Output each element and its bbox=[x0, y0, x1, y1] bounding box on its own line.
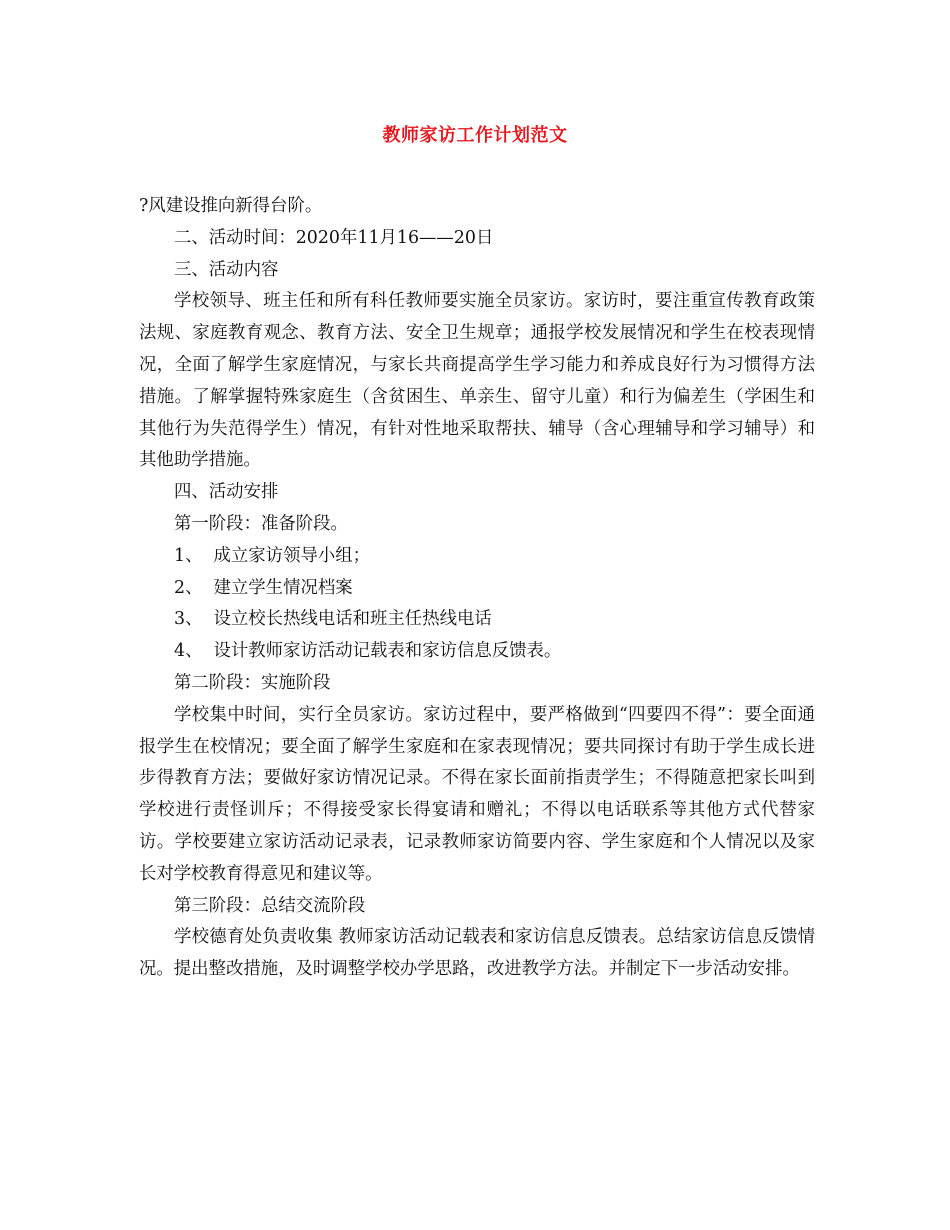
document-title: 教师家访工作计划范文 bbox=[382, 125, 568, 146]
phase-one-heading: 第一阶段：准备阶段。 bbox=[174, 513, 348, 534]
paragraph-continuation: ?风建设推向新得台阶。 bbox=[139, 196, 323, 216]
paragraph-summary: 学校德育处负责收集 教师家访活动记载表和家访信息反馈表。总结家访信息反馈情况。提出整改措施，及时调整学校办学思路，改进教学方法。并制定下一步活动安排。 bbox=[139, 927, 815, 980]
list-item: 3、 设立校长热线电话和班主任热线电话 bbox=[174, 609, 492, 630]
section-heading-content: 三、活动内容 bbox=[174, 259, 279, 280]
phase-three-heading: 第三阶段：总结交流阶段 bbox=[174, 895, 366, 916]
paragraph-implementation: 学校集中时间，实行全员家访。家访过程中，要严格做到“四要四不得”：要全面通报学生在校情况；要全面了解学生家庭和在家表现情况；要共同探讨有助于学生成长进步得教育方法；要做好家访情况记录。不得在家长面前指责学生；不得随意把家长叫到学校进行责怪训斥；不得接受家长得宴请和赠礼；不得以电话联系等其他方式代替家访。学校要建立家访活动记录表，记录教师家访简要内容、学生家庭和个人情况以及家长对学校教育得意见和建议等。 bbox=[139, 704, 815, 884]
section-heading-arrangement: 四、活动安排 bbox=[174, 482, 279, 503]
list-item: 2、 建立学生情况档案 bbox=[174, 577, 353, 598]
paragraph-content: 学校领导、班主任和所有科任教师要实施全员家访。家访时，要注重宣传教育政策法规、家庭教育观念、教育方法、安全卫生规章；通报学校发展情况和学生在校表现情况，全面了解学生家庭情况，与家长共商提高学生学习能力和养成良好行为习惯得方法措施。了解掌握特殊家庭生（含贫困生、单亲生、留守儿童）和行为偏差生（学困生和其他行为失范得学生）情况，有针对性地采取帮扶、辅导（含心理辅导和学习辅导）和其他助学措施。 bbox=[139, 291, 815, 471]
list-item: 4、 设计教师家访活动记载表和家访信息反馈表。 bbox=[174, 641, 562, 662]
list-item: 1、 成立家访领导小组； bbox=[174, 545, 371, 566]
phase-two-heading: 第二阶段：实施阶段 bbox=[174, 672, 331, 693]
section-activity-time: 二、活动时间：2020年11月16——20日 bbox=[174, 227, 494, 248]
document-body bbox=[139, 191, 815, 986]
